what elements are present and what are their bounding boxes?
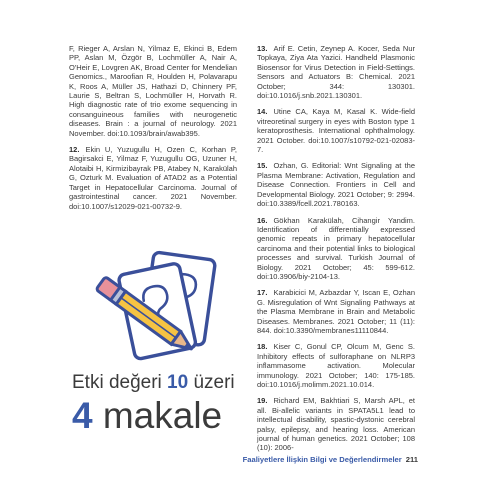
reference-number: 17.	[257, 288, 268, 298]
impact-factor-value: 10	[167, 372, 189, 393]
article-count-value: 4	[72, 395, 93, 436]
section-title: Faaliyetlere İlişkin Bilgi ve Değerlendirmeler	[242, 455, 402, 464]
reference-item-11-continued	[69, 44, 237, 138]
reference-text: Ozhan, G. Editorial: Wnt Signaling at the Plasma Membrane: Activation, Regulation and Disease Connection. Frontiers in Cell and Developmental Biology. 2021 October; 9: 2994. doi:10.3389/fcell.2021.780163.	[257, 161, 415, 209]
impact-factor-caption: Etki değeri 10 üzeri	[72, 372, 235, 393]
reference-item-19	[257, 396, 415, 452]
reference-number: 19.	[257, 396, 268, 406]
page-number: 211	[405, 455, 418, 464]
reference-number: 13.	[257, 44, 268, 53]
reference-text: Utine CA, Kaya M, Kasal K. Wide-field vitreoretinal surgery in eyes with Boston type 1 keratoprosthesis. International ophthalmology. 2021 October. doi:10.1007/s10792-021-02083-7.	[257, 107, 415, 155]
pencil-on-question-cards-icon	[86, 246, 236, 366]
left-reference-column	[69, 44, 237, 218]
page-footer	[240, 455, 418, 464]
reference-text: F, Rieger A, Arslan N, Yilmaz E, Ekinci B, Edem PP, Aslan M, Özgör B, Lochmüller A, Nair A, O'Heir E, Lovgren AK, Broad Center for Mendelian Genomics., Maroofian R, Houlden H, Polavarapu K, Roos A, Müller JS, Hathazi D, Chinnery PF, Laurie S, Beltran S, Lochmüller H, Horvath R. High diagnostic rate of trio exome sequencing in consanguineous families with neurogenetic diseases. Brain : a journal of neurology. 2021 November. doi:10.1093/brain/awab395.	[69, 44, 237, 138]
reference-item-17	[257, 288, 415, 335]
reference-number: 18.	[257, 342, 268, 352]
reference-text: Arif E. Cetin, Zeynep A. Kocer, Seda Nur Topkaya, Ziya Ata Yazici. Handheld Plasmonic Biosensor for Virus Detection in Field-Settings. Sensors and Actuators B: Chemical. 2021 October; 344: 130301. doi:10.1016/j.snb.2021.130301.	[257, 44, 415, 101]
reference-text: Karabicici M, Azbazdar Y, Iscan E, Ozhan G. Misregulation of Wnt Signaling Pathways at the Plasma Membrane in Brain and Metabolic Diseases. Membranes. 2021 October; 11 (11): 844. doi:10.3390/membranes11110844.	[257, 288, 415, 335]
reference-text: Kiser C, Gonul CP, Olcum M, Genc S. Inhibitory effects of sulforaphane on NLRP3 inflammasome activation. Molecular immunology. 2021 October; 140: 175-185. doi:10.1016/j.molimm.2021.10.014.	[257, 342, 415, 389]
reference-number: 16.	[257, 215, 268, 225]
reference-item-16	[257, 216, 415, 282]
reference-item-12	[69, 145, 237, 211]
reference-text: Gökhan Karakülah, Cihangir Yandim. Identification of differentially expressed genomic repeats in primary hepatocellular carcinoma and their potential links to biological processes and survival. Turkish Journal of Biology. 2021 October; 45: 599-612. doi:10.3906/biy-2104-13.	[257, 215, 415, 281]
right-reference-column	[257, 44, 415, 460]
reference-item-18	[257, 342, 415, 389]
reference-item-15	[257, 161, 415, 208]
reference-item-13	[257, 44, 415, 100]
reference-text: Ekin U, Yuzugullu H, Ozen C, Korhan P, Bagirsakci E, Yilmaz F, Yuzugullu OG, Uzuner H, Alotaibi H, Kirmizibayrak PB, Atabey N, Karakülah G, Ozturk M. Evaluation of ATAD2 as a Potential Target in Hepatocellular Carcinoma. Journal of gastrointestinal cancer. 2021 November. doi:10.1007/s12029-021-00732-9.	[69, 145, 237, 211]
reference-item-14	[257, 107, 415, 154]
reference-number: 14.	[257, 107, 268, 117]
reference-text: Richard EM, Bakhtiari S, Marsh APL, et all. Bi-allelic variants in SPATA5L1 lead to intellectual disability, spastic-dystonic cerebral palsy, epilepsy, and hearing loss. American journal of human genetics. 2021 October; 108 (10): 2006-	[257, 396, 415, 453]
reference-number: 15.	[257, 161, 268, 171]
article-count-caption: 4 makale	[72, 395, 223, 436]
reference-number: 12.	[69, 145, 80, 155]
